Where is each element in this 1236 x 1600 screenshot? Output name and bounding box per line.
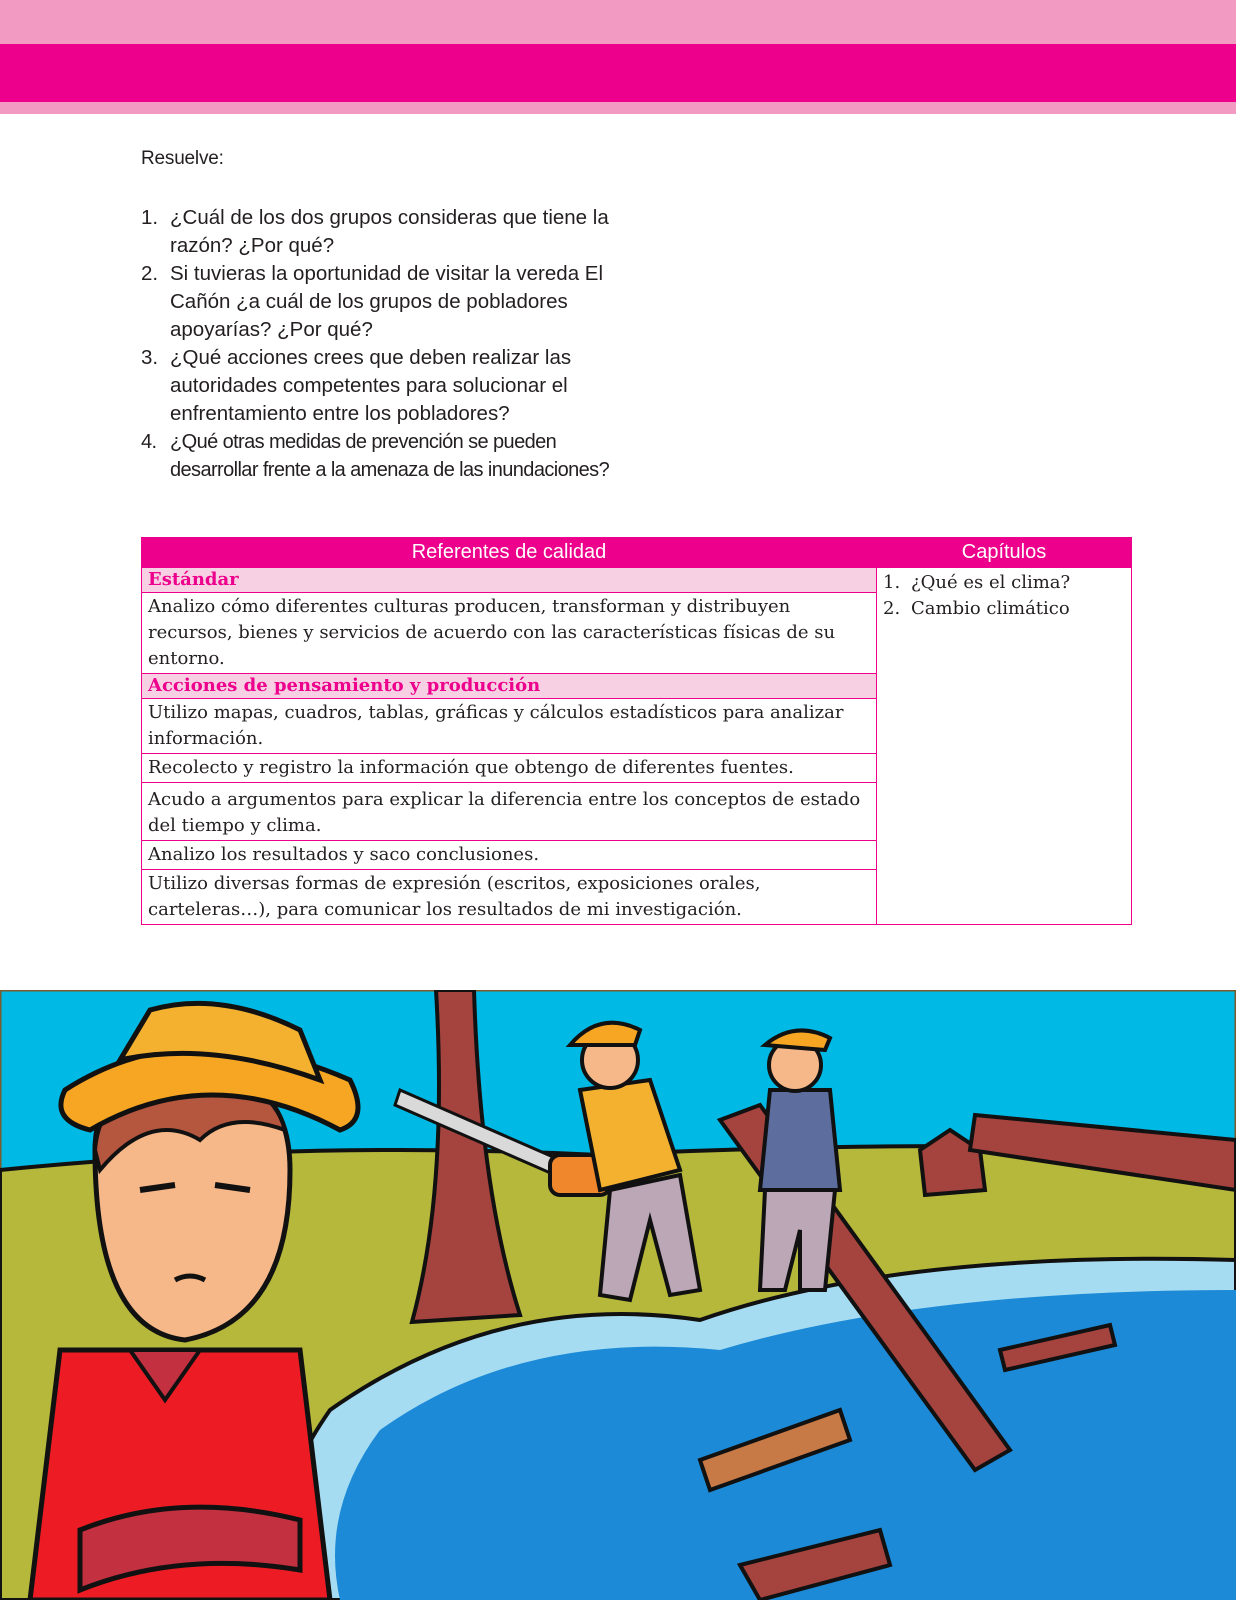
accion-row: Recolecto y registro la información que obtengo de diferentes fuentes. <box>142 754 877 783</box>
accion-row: Analizo los resultados y saco conclusiones. <box>142 841 877 870</box>
acciones-label: Acciones de pensamiento y producción <box>142 674 877 699</box>
question-item <box>141 260 641 344</box>
question-number: 4. <box>141 431 157 453</box>
question-item <box>141 344 641 428</box>
question-number: 3. <box>141 346 159 369</box>
header-band-magenta <box>0 44 1236 102</box>
deforestation-illustration <box>0 990 1236 1600</box>
chapter-number: 1. <box>883 572 901 593</box>
estandar-text: Analizo cómo diferentes culturas producen, transforman y distribuyen recursos, bienes y servicios de acuerdo con las características físicas de su entorno. <box>142 593 877 674</box>
worker2-shirt <box>760 1090 840 1190</box>
question-text: ¿Cuál de los dos grupos consideras que tiene la razón? ¿Por qué? <box>170 206 609 257</box>
question-text: ¿Qué acciones crees que deben realizar las autoridades competentes para solucionar el enfrentamiento entre los pobladores? <box>170 346 572 425</box>
accion-row: Utilizo diversas formas de expresión (escritos, exposiciones orales, carteleras…), para comunicar los resultados de mi investigación. <box>142 870 877 925</box>
question-number: 2. <box>141 262 159 285</box>
resuelve-heading: Resuelve: <box>141 148 224 169</box>
question-number: 1. <box>141 206 159 229</box>
chapter-number: 2. <box>883 598 901 619</box>
quality-references-table <box>141 537 1132 925</box>
questions-list <box>141 204 641 484</box>
chapter-item <box>883 596 1125 622</box>
question-item <box>141 204 641 260</box>
question-item <box>141 428 641 484</box>
header-capitulos: Capítulos <box>877 538 1132 568</box>
accion-row: Acudo a argumentos para explicar la diferencia entre los conceptos de estado del tiempo y clima. <box>142 783 877 841</box>
chapters-cell <box>877 568 1132 925</box>
chapter-title: ¿Qué es el clima? <box>911 572 1071 593</box>
accion-row: Utilizo mapas, cuadros, tablas, gráficas y cálculos estadísticos para analizar información. <box>142 699 877 754</box>
header-referentes: Referentes de calidad <box>142 538 877 568</box>
estandar-label: Estándar <box>142 568 877 593</box>
chapter-title: Cambio climático <box>911 598 1070 619</box>
chapter-item <box>883 570 1125 596</box>
question-text: Si tuvieras la oportunidad de visitar la vereda El Cañón ¿a cuál de los grupos de pobladores apoyarías? ¿Por qué? <box>170 262 604 341</box>
chapters-list <box>883 570 1125 622</box>
question-text: ¿Qué otras medidas de prevención se pueden desarrollar frente a la amenaza de las inundaciones? <box>170 431 610 481</box>
